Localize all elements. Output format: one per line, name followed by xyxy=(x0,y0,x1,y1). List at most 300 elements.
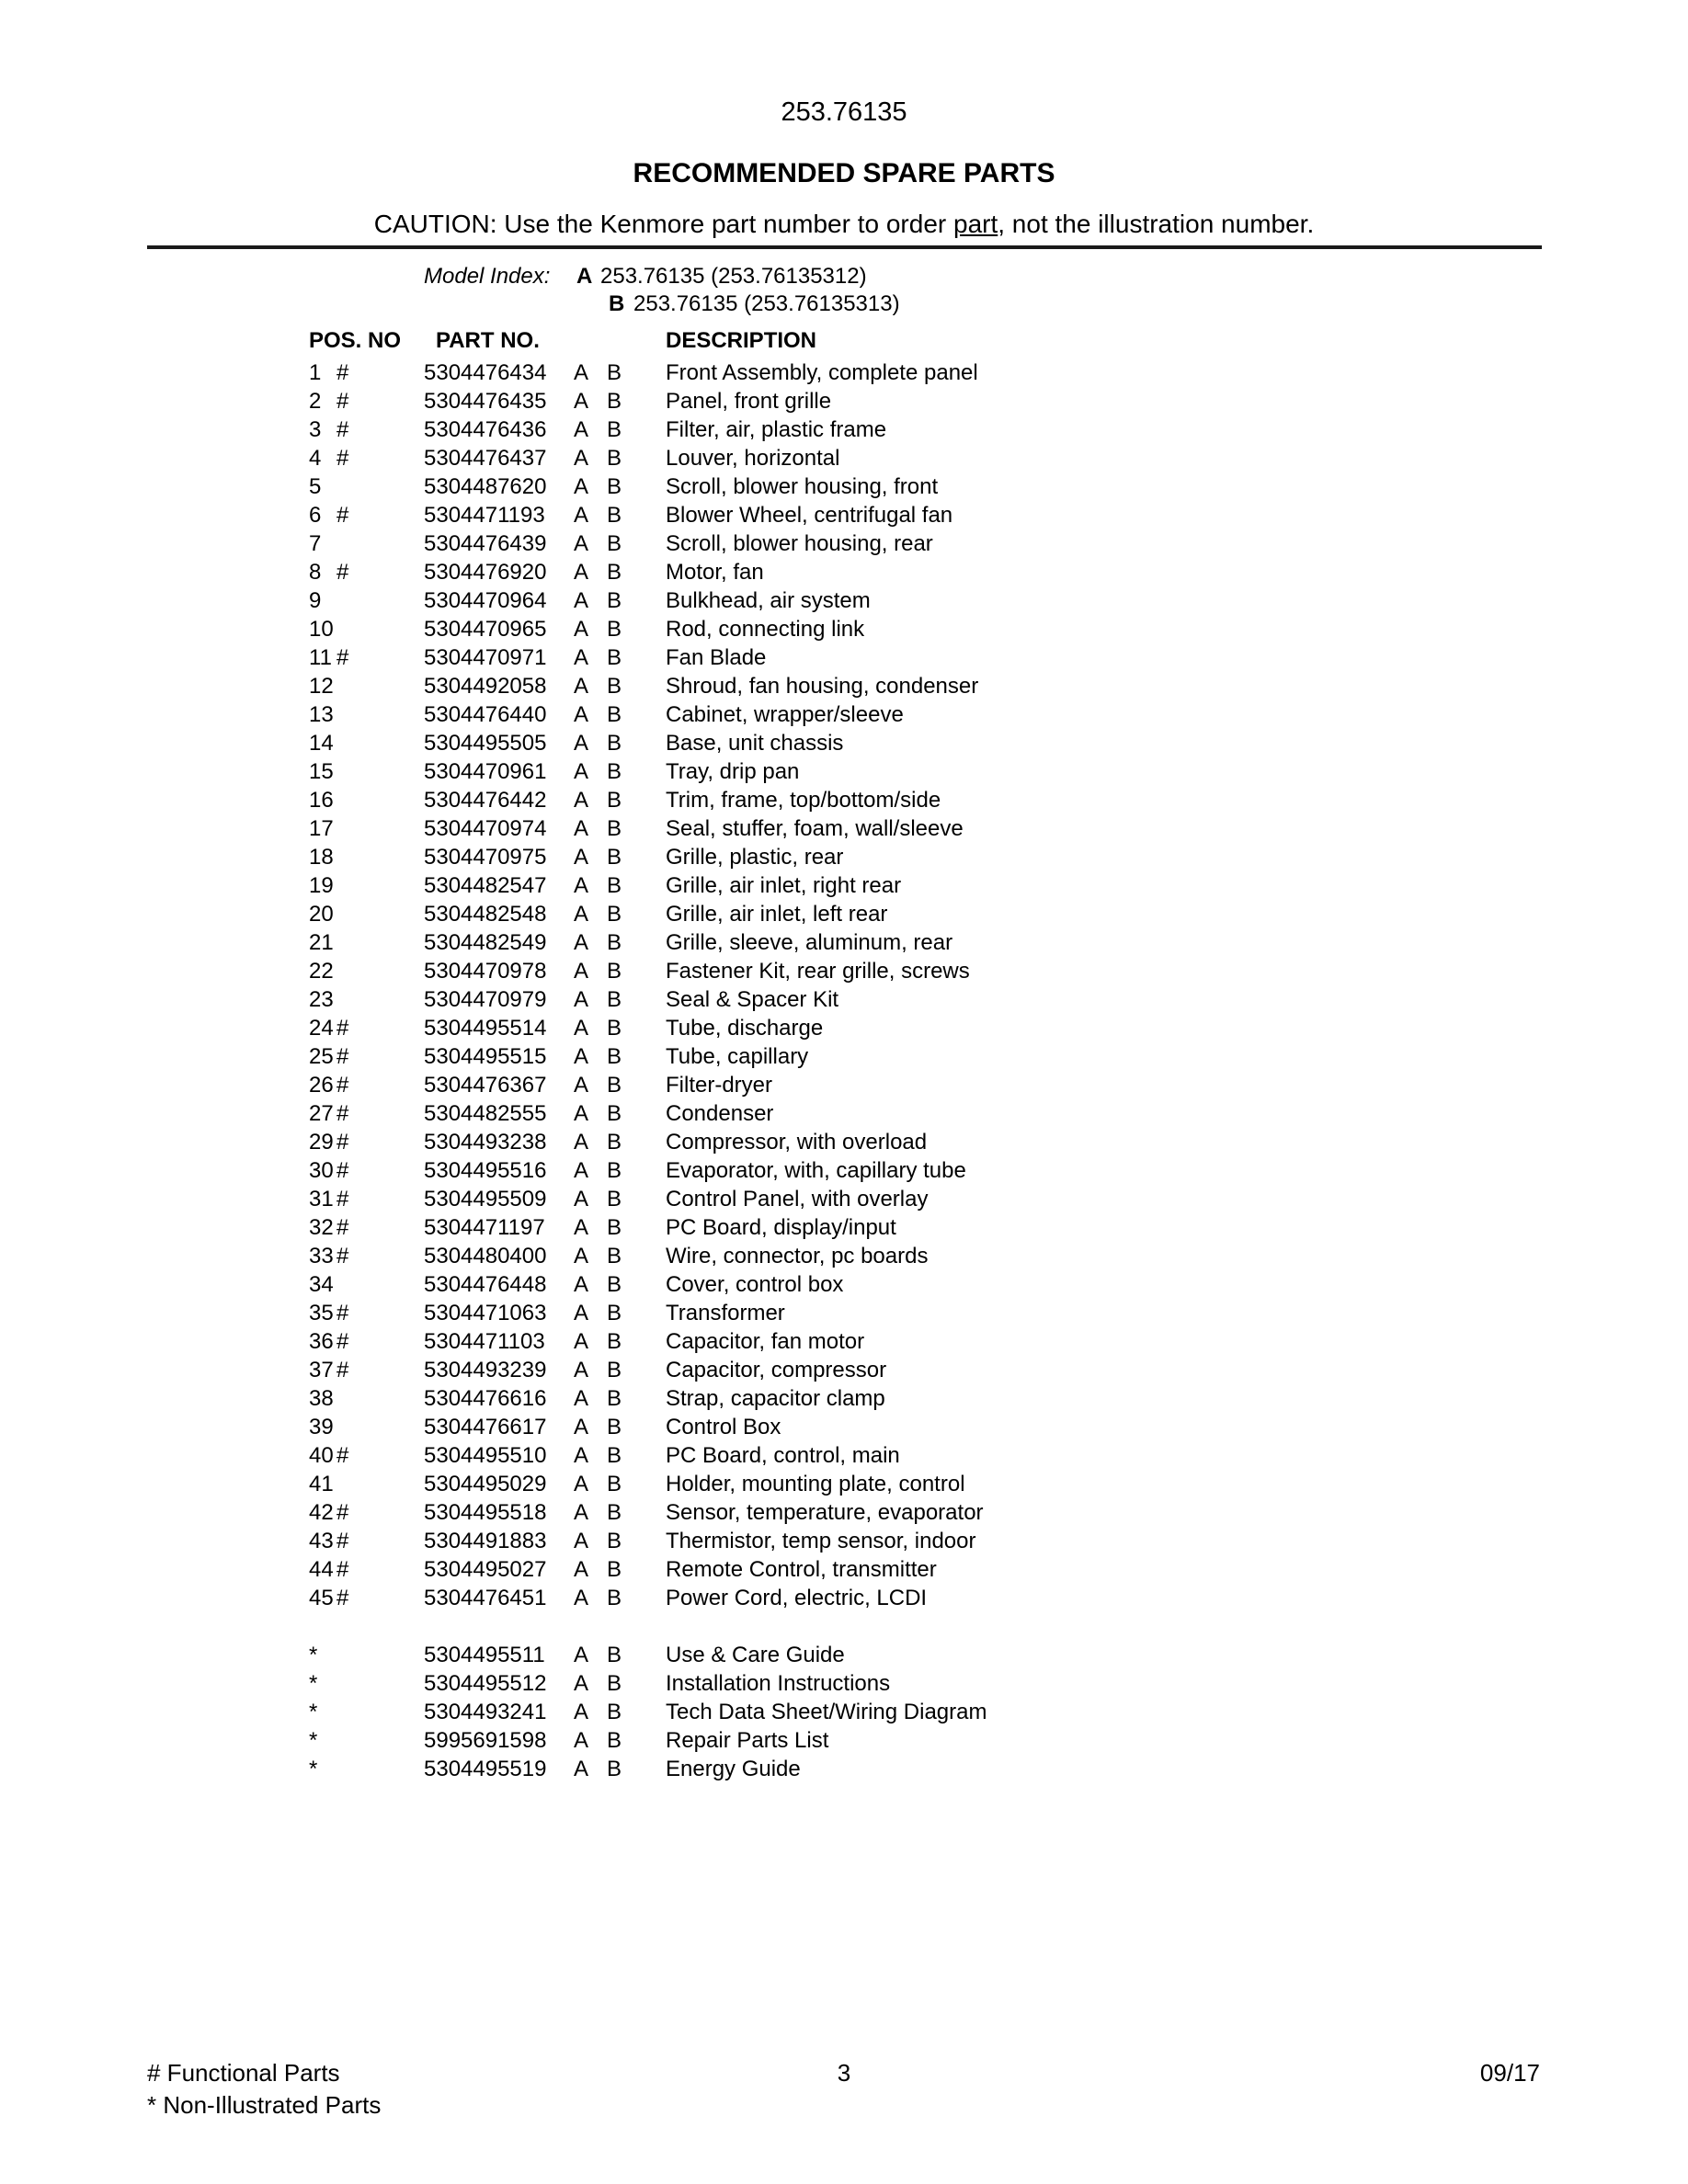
model-index-label: Model Index: xyxy=(424,264,551,289)
row-part-no: 5304471197 xyxy=(424,1215,545,1240)
row-model-b: B xyxy=(607,1073,622,1098)
row-model-b: B xyxy=(607,1728,622,1753)
row-model-a: A xyxy=(574,1272,589,1297)
row-model-a: A xyxy=(574,1557,589,1582)
table-row xyxy=(309,1242,1504,1270)
row-part-no: 5304495511 xyxy=(424,1643,545,1667)
row-pos-no: 20 xyxy=(309,902,334,927)
table-row xyxy=(309,529,1504,558)
table-row xyxy=(309,586,1504,615)
row-description: Panel, front grille xyxy=(666,389,832,414)
row-model-a: A xyxy=(574,1158,589,1183)
table-row xyxy=(309,1555,1504,1584)
row-part-no: 5304476435 xyxy=(424,389,547,414)
row-part-no: 5304476616 xyxy=(424,1386,547,1411)
table-row xyxy=(309,900,1504,928)
row-description: Evaporator, with, capillary tube xyxy=(666,1158,966,1183)
row-pos-no: 22 xyxy=(309,959,334,984)
row-description: Grille, air inlet, left rear xyxy=(666,902,888,927)
row-description: Shroud, fan housing, condenser xyxy=(666,674,979,699)
row-model-a: A xyxy=(574,560,589,585)
row-description: Transformer xyxy=(666,1301,785,1325)
row-model-b: B xyxy=(607,759,622,784)
row-description: Strap, capacitor clamp xyxy=(666,1386,885,1411)
row-model-b: B xyxy=(607,1472,622,1496)
row-model-a: A xyxy=(574,617,589,642)
table-row xyxy=(309,1470,1504,1498)
row-model-b: B xyxy=(607,1386,622,1411)
caution-line xyxy=(0,211,1688,237)
row-model-b: B xyxy=(607,1671,622,1696)
row-description: Wire, connector, pc boards xyxy=(666,1244,929,1268)
footer-non-illustrated-note: * Non-Illustrated Parts xyxy=(147,2091,382,2119)
row-model-a: A xyxy=(574,959,589,984)
row-part-no: 5304476434 xyxy=(424,360,547,385)
table-row xyxy=(309,1213,1504,1242)
row-model-a: A xyxy=(574,1643,589,1667)
row-description: Installation Instructions xyxy=(666,1671,891,1696)
row-model-a: A xyxy=(574,1215,589,1240)
row-model-b: B xyxy=(607,987,622,1012)
page-title: RECOMMENDED SPARE PARTS xyxy=(633,158,1055,188)
row-pos-no: 2 xyxy=(309,389,322,414)
row-description: Seal & Spacer Kit xyxy=(666,987,839,1012)
row-pos-no: 34 xyxy=(309,1272,334,1297)
row-model-b: B xyxy=(607,474,622,499)
table-row xyxy=(309,700,1504,729)
row-part-no: 5304471103 xyxy=(424,1329,545,1354)
row-model-b: B xyxy=(607,417,622,442)
row-functional-mark: # xyxy=(336,1358,349,1382)
row-model-a: A xyxy=(574,1671,589,1696)
row-model-a: A xyxy=(574,1415,589,1439)
row-description: Tube, discharge xyxy=(666,1016,824,1041)
row-model-a: A xyxy=(574,474,589,499)
table-row xyxy=(309,928,1504,957)
row-part-no: 5304476617 xyxy=(424,1415,547,1439)
row-functional-mark: # xyxy=(336,389,349,414)
table-row xyxy=(309,643,1504,672)
row-pos-no: * xyxy=(309,1728,318,1753)
table-row xyxy=(309,1527,1504,1555)
row-description: PC Board, display/input xyxy=(666,1215,896,1240)
row-part-no: 5304476437 xyxy=(424,446,547,471)
row-model-b: B xyxy=(607,617,622,642)
row-pos-no: 21 xyxy=(309,930,334,955)
table-row xyxy=(309,1185,1504,1213)
row-model-a: A xyxy=(574,902,589,927)
row-pos-no: 44 xyxy=(309,1557,334,1582)
row-model-a: A xyxy=(574,588,589,613)
row-description: Repair Parts List xyxy=(666,1728,829,1753)
table-row xyxy=(309,501,1504,529)
row-model-a: A xyxy=(574,1301,589,1325)
row-model-a: A xyxy=(574,503,589,528)
row-part-no: 5304470974 xyxy=(424,816,547,841)
row-functional-mark: # xyxy=(336,503,349,528)
table-row xyxy=(309,387,1504,415)
row-functional-mark: # xyxy=(336,1443,349,1468)
table-row xyxy=(309,1384,1504,1413)
row-pos-no: 31 xyxy=(309,1187,334,1211)
row-pos-no: 8 xyxy=(309,560,322,585)
row-pos-no: 27 xyxy=(309,1101,334,1126)
row-model-b: B xyxy=(607,873,622,898)
row-model-b: B xyxy=(607,1415,622,1439)
row-part-no: 5304495516 xyxy=(424,1158,547,1183)
table-row xyxy=(309,1356,1504,1384)
row-model-a: A xyxy=(574,1443,589,1468)
row-model-b: B xyxy=(607,1016,622,1041)
row-model-b: B xyxy=(607,588,622,613)
row-model-a: A xyxy=(574,987,589,1012)
row-description: Bulkhead, air system xyxy=(666,588,871,613)
row-model-a: A xyxy=(574,873,589,898)
row-pos-no: 3 xyxy=(309,417,322,442)
row-functional-mark: # xyxy=(336,1586,349,1610)
row-part-no: 5304471193 xyxy=(424,503,545,528)
parts-table-non-illustrated xyxy=(309,1641,1504,1783)
row-pos-no: 36 xyxy=(309,1329,334,1354)
table-row xyxy=(309,786,1504,814)
row-model-b: B xyxy=(607,446,622,471)
row-description: Capacitor, compressor xyxy=(666,1358,887,1382)
row-part-no: 5304476920 xyxy=(424,560,547,585)
row-model-b: B xyxy=(607,959,622,984)
row-functional-mark: # xyxy=(336,1073,349,1098)
row-part-no: 5304491883 xyxy=(424,1529,547,1553)
row-model-a: A xyxy=(574,759,589,784)
row-description: Filter, air, plastic frame xyxy=(666,417,887,442)
model-index-value-a: 253.76135 (253.76135312) xyxy=(600,264,867,289)
row-description: Energy Guide xyxy=(666,1757,801,1781)
row-part-no: 5304470978 xyxy=(424,959,547,984)
row-part-no: 5304482555 xyxy=(424,1101,547,1126)
row-part-no: 5304470979 xyxy=(424,987,547,1012)
row-model-b: B xyxy=(607,503,622,528)
row-pos-no: * xyxy=(309,1643,318,1667)
row-model-b: B xyxy=(607,360,622,385)
row-pos-no: 15 xyxy=(309,759,334,784)
row-description: PC Board, control, main xyxy=(666,1443,900,1468)
table-row xyxy=(309,985,1504,1014)
row-pos-no: 45 xyxy=(309,1586,334,1610)
row-description: Fastener Kit, rear grille, screws xyxy=(666,959,970,984)
row-description: Control Box xyxy=(666,1415,781,1439)
row-model-a: A xyxy=(574,1757,589,1781)
column-header-description: DESCRIPTION xyxy=(666,328,817,353)
row-pos-no: 32 xyxy=(309,1215,334,1240)
footer-functional-parts-note: # Functional Parts xyxy=(147,2059,340,2087)
row-part-no: 5304470971 xyxy=(424,645,547,670)
row-model-b: B xyxy=(607,1586,622,1610)
model-index-letter-a: A xyxy=(576,264,593,289)
row-description: Rod, connecting link xyxy=(666,617,865,642)
row-part-no: 5304471063 xyxy=(424,1301,547,1325)
row-model-a: A xyxy=(574,1329,589,1354)
row-pos-no: 25 xyxy=(309,1044,334,1069)
row-description: Grille, air inlet, right rear xyxy=(666,873,902,898)
row-description: Control Panel, with overlay xyxy=(666,1187,929,1211)
row-functional-mark: # xyxy=(336,1329,349,1354)
row-model-a: A xyxy=(574,1500,589,1525)
row-pos-no: 30 xyxy=(309,1158,334,1183)
row-pos-no: 9 xyxy=(309,588,322,613)
row-pos-no: 10 xyxy=(309,617,334,642)
row-part-no: 5995691598 xyxy=(424,1728,547,1753)
row-pos-no: 4 xyxy=(309,446,322,471)
row-description: Scroll, blower housing, front xyxy=(666,474,939,499)
row-pos-no: 14 xyxy=(309,731,334,756)
row-description: Capacitor, fan motor xyxy=(666,1329,865,1354)
row-part-no: 5304495515 xyxy=(424,1044,547,1069)
table-row xyxy=(309,1755,1504,1783)
row-pos-no: * xyxy=(309,1671,318,1696)
table-row xyxy=(309,1299,1504,1327)
row-part-no: 5304495510 xyxy=(424,1443,547,1468)
row-pos-no: 23 xyxy=(309,987,334,1012)
table-row xyxy=(309,1698,1504,1726)
page-number: 3 xyxy=(837,2059,851,2087)
table-row xyxy=(309,615,1504,643)
table-row xyxy=(309,729,1504,757)
row-model-a: A xyxy=(574,1016,589,1041)
row-description: Filter-dryer xyxy=(666,1073,773,1098)
row-pos-no: 12 xyxy=(309,674,334,699)
row-description: Compressor, with overload xyxy=(666,1130,928,1155)
row-model-b: B xyxy=(607,1443,622,1468)
row-part-no: 5304495518 xyxy=(424,1500,547,1525)
row-functional-mark: # xyxy=(336,1301,349,1325)
row-part-no: 5304495509 xyxy=(424,1187,547,1211)
row-functional-mark: # xyxy=(336,1557,349,1582)
row-pos-no: * xyxy=(309,1757,318,1781)
table-row xyxy=(309,1014,1504,1042)
row-model-b: B xyxy=(607,902,622,927)
row-description: Cover, control box xyxy=(666,1272,844,1297)
row-model-a: A xyxy=(574,360,589,385)
row-part-no: 5304470964 xyxy=(424,588,547,613)
table-header-row xyxy=(309,326,1412,355)
row-pos-no: 19 xyxy=(309,873,334,898)
row-functional-mark: # xyxy=(336,1187,349,1211)
row-model-b: B xyxy=(607,845,622,870)
row-pos-no: 26 xyxy=(309,1073,334,1098)
row-model-b: B xyxy=(607,389,622,414)
row-functional-mark: # xyxy=(336,1529,349,1553)
row-model-b: B xyxy=(607,702,622,727)
row-model-a: A xyxy=(574,731,589,756)
row-functional-mark: # xyxy=(336,560,349,585)
row-model-a: A xyxy=(574,645,589,670)
row-pos-no: 43 xyxy=(309,1529,334,1553)
row-description: Scroll, blower housing, rear xyxy=(666,531,933,556)
row-description: Cabinet, wrapper/sleeve xyxy=(666,702,904,727)
row-description: Seal, stuffer, foam, wall/sleeve xyxy=(666,816,964,841)
row-functional-mark: # xyxy=(336,446,349,471)
table-row xyxy=(309,1042,1504,1071)
row-model-b: B xyxy=(607,1158,622,1183)
row-description: Front Assembly, complete panel xyxy=(666,360,978,385)
row-part-no: 5304476367 xyxy=(424,1073,547,1098)
row-model-a: A xyxy=(574,1244,589,1268)
row-pos-no: 40 xyxy=(309,1443,334,1468)
row-part-no: 5304495512 xyxy=(424,1671,547,1696)
row-part-no: 5304482548 xyxy=(424,902,547,927)
row-description: Sensor, temperature, evaporator xyxy=(666,1500,984,1525)
row-model-b: B xyxy=(607,645,622,670)
row-description: Use & Care Guide xyxy=(666,1643,845,1667)
row-model-b: B xyxy=(607,816,622,841)
row-model-b: B xyxy=(607,1301,622,1325)
row-model-a: A xyxy=(574,816,589,841)
row-pos-no: 6 xyxy=(309,503,322,528)
caution-underlined-word: part xyxy=(953,210,998,238)
row-model-a: A xyxy=(574,1044,589,1069)
row-pos-no: 24 xyxy=(309,1016,334,1041)
row-part-no: 5304493239 xyxy=(424,1358,547,1382)
table-row xyxy=(309,358,1504,387)
footer-date: 09/17 xyxy=(1479,2059,1540,2087)
row-model-a: A xyxy=(574,1728,589,1753)
row-part-no: 5304476440 xyxy=(424,702,547,727)
row-part-no: 5304495505 xyxy=(424,731,547,756)
row-part-no: 5304492058 xyxy=(424,674,547,699)
row-description: Tray, drip pan xyxy=(666,759,800,784)
caution-prefix: CAUTION: Use the Kenmore part number to order xyxy=(373,210,953,238)
row-model-a: A xyxy=(574,788,589,813)
row-functional-mark: # xyxy=(336,1101,349,1126)
row-description: Motor, fan xyxy=(666,560,764,585)
row-model-b: B xyxy=(607,788,622,813)
row-functional-mark: # xyxy=(336,417,349,442)
row-pos-no: 29 xyxy=(309,1130,334,1155)
row-description: Holder, mounting plate, control xyxy=(666,1472,965,1496)
row-pos-no: 33 xyxy=(309,1244,334,1268)
row-functional-mark: # xyxy=(336,645,349,670)
row-model-b: B xyxy=(607,1700,622,1724)
table-row xyxy=(309,757,1504,786)
row-description: Blower Wheel, centrifugal fan xyxy=(666,503,953,528)
row-model-a: A xyxy=(574,1358,589,1382)
row-pos-no: 41 xyxy=(309,1472,334,1496)
row-model-a: A xyxy=(574,531,589,556)
table-row xyxy=(309,1641,1504,1669)
row-description: Grille, plastic, rear xyxy=(666,845,844,870)
row-functional-mark: # xyxy=(336,1244,349,1268)
table-row xyxy=(309,1498,1504,1527)
row-model-b: B xyxy=(607,1130,622,1155)
table-row xyxy=(309,1270,1504,1299)
row-model-b: B xyxy=(607,1187,622,1211)
row-model-b: B xyxy=(607,1643,622,1667)
row-model-a: A xyxy=(574,674,589,699)
row-pos-no: 37 xyxy=(309,1358,334,1382)
row-part-no: 5304476442 xyxy=(424,788,547,813)
row-pos-no: 5 xyxy=(309,474,322,499)
row-model-a: A xyxy=(574,417,589,442)
row-functional-mark: # xyxy=(336,1016,349,1041)
table-row xyxy=(309,814,1504,843)
column-header-part-no: PART NO. xyxy=(436,328,540,353)
row-part-no: 5304495519 xyxy=(424,1757,547,1781)
row-model-a: A xyxy=(574,702,589,727)
row-part-no: 5304495027 xyxy=(424,1557,547,1582)
row-pos-no: 38 xyxy=(309,1386,334,1411)
row-model-b: B xyxy=(607,1044,622,1069)
row-pos-no: 35 xyxy=(309,1301,334,1325)
caution-suffix: , not the illustration number. xyxy=(998,210,1315,238)
table-row xyxy=(309,444,1504,472)
row-model-b: B xyxy=(607,531,622,556)
row-model-a: A xyxy=(574,930,589,955)
row-functional-mark: # xyxy=(336,1130,349,1155)
row-description: Power Cord, electric, LCDI xyxy=(666,1586,928,1610)
table-row xyxy=(309,672,1504,700)
row-model-a: A xyxy=(574,1101,589,1126)
row-functional-mark: # xyxy=(336,1500,349,1525)
row-pos-no: 18 xyxy=(309,845,334,870)
table-row xyxy=(309,843,1504,871)
row-part-no: 5304482549 xyxy=(424,930,547,955)
horizontal-rule xyxy=(147,245,1542,249)
row-part-no: 5304493241 xyxy=(424,1700,547,1724)
table-row xyxy=(309,1726,1504,1755)
row-functional-mark: # xyxy=(336,1158,349,1183)
row-part-no: 5304470965 xyxy=(424,617,547,642)
row-functional-mark: # xyxy=(336,360,349,385)
row-part-no: 5304487620 xyxy=(424,474,547,499)
row-description: Trim, frame, top/bottom/side xyxy=(666,788,941,813)
row-pos-no: 42 xyxy=(309,1500,334,1525)
row-model-b: B xyxy=(607,1500,622,1525)
row-part-no: 5304476451 xyxy=(424,1586,547,1610)
row-pos-no: 17 xyxy=(309,816,334,841)
table-row xyxy=(309,1413,1504,1441)
row-functional-mark: # xyxy=(336,1044,349,1069)
model-index-value-b: 253.76135 (253.76135313) xyxy=(633,291,900,316)
row-model-a: A xyxy=(574,1386,589,1411)
row-model-a: A xyxy=(574,1586,589,1610)
row-pos-no: 13 xyxy=(309,702,334,727)
row-model-b: B xyxy=(607,560,622,585)
row-model-a: A xyxy=(574,1130,589,1155)
row-description: Thermistor, temp sensor, indoor xyxy=(666,1529,976,1553)
row-model-b: B xyxy=(607,674,622,699)
table-row xyxy=(309,415,1504,444)
row-model-b: B xyxy=(607,1215,622,1240)
row-pos-no: 1 xyxy=(309,360,322,385)
document-model-number: 253.76135 xyxy=(781,97,907,127)
table-row xyxy=(309,1441,1504,1470)
row-pos-no: 39 xyxy=(309,1415,334,1439)
table-row xyxy=(309,957,1504,985)
row-model-a: A xyxy=(574,845,589,870)
table-row xyxy=(309,472,1504,501)
row-part-no: 5304482547 xyxy=(424,873,547,898)
row-part-no: 5304476448 xyxy=(424,1272,547,1297)
table-row xyxy=(309,1669,1504,1698)
row-model-b: B xyxy=(607,1272,622,1297)
row-part-no: 5304480400 xyxy=(424,1244,547,1268)
row-model-a: A xyxy=(574,1187,589,1211)
table-row xyxy=(309,1099,1504,1128)
row-functional-mark: # xyxy=(336,1215,349,1240)
model-index-letter-b: B xyxy=(609,291,625,316)
row-pos-no: 7 xyxy=(309,531,322,556)
row-description: Condenser xyxy=(666,1101,774,1126)
row-model-a: A xyxy=(574,446,589,471)
